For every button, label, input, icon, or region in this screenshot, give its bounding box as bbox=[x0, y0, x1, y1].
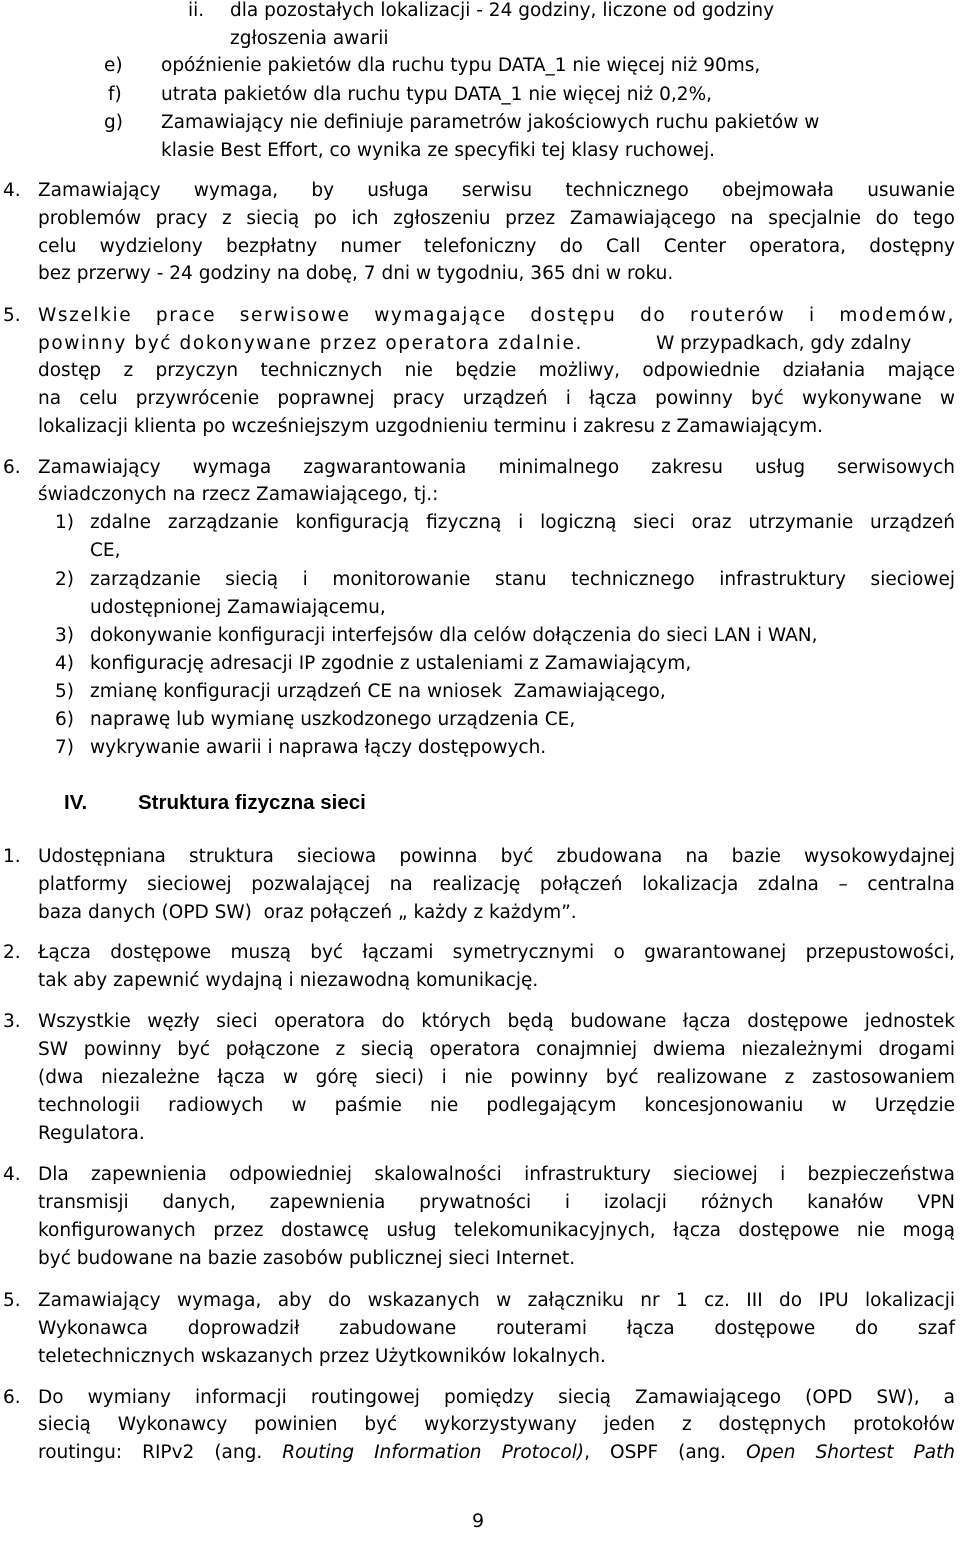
paragraph-line: Zamawiający wymaga, aby do wskazanych w załączniku nr 1 cz. III do IPU lokalizacji bbox=[38, 1290, 955, 1311]
paragraph-line: siecią Wykonawcy powinien być wykorzystywany jeden z dostępnych protokołów bbox=[38, 1414, 955, 1435]
service-item-text: zarządzanie siecią i monitorowanie stanu technicznego infrastruktury sieciowej bbox=[90, 569, 955, 590]
list-item-text: zgłoszenia awarii bbox=[230, 28, 389, 49]
paragraph-line: Regulatora. bbox=[38, 1123, 145, 1144]
service-marker: 6) bbox=[55, 709, 74, 730]
paragraph-line: (dwa niezależne łącza w górę sieci) i nie powinny być realizowane z zastosowaniem bbox=[38, 1067, 955, 1088]
paragraph-line-mixed bbox=[38, 1439, 955, 1467]
paragraph-line: technologii radiowych w paśmie nie podlegającym koncesjonowaniu w Urzędzie bbox=[38, 1095, 955, 1116]
paragraph-line: celu wydzielony bezpłatny numer telefoniczny do Call Center operatora, dostępny bbox=[38, 236, 955, 257]
list-item-text: opóźnienie pakietów dla ruchu typu DATA_1 nie więcej niż 90ms, bbox=[161, 55, 761, 76]
item-number: 5. bbox=[3, 1290, 21, 1311]
paragraph-line: powinny być dokonywane przez operatora zdalnie. bbox=[38, 333, 583, 354]
service-item-text: udostępnionej Zamawiającemu, bbox=[90, 597, 386, 618]
item-number: 4. bbox=[3, 1164, 21, 1185]
list-item-text: klasie Best Effort, co wynika ze specyfiki tej klasy ruchowej. bbox=[161, 140, 716, 161]
paragraph-line: Dla zapewnienia odpowiedniej skalowalności infrastruktury sieciowej i bezpieczeństwa bbox=[38, 1164, 955, 1185]
italic-run: Routing Information Protocol) bbox=[282, 1442, 585, 1463]
paragraph-line: W przypadkach, gdy zdalny bbox=[656, 333, 912, 354]
paragraph-line: Wykonawca doprowadził zabudowane routerami łącza dostępowe do szaf bbox=[38, 1318, 955, 1339]
text-run: , OSPF (ang. bbox=[584, 1442, 747, 1463]
service-marker: 4) bbox=[55, 653, 74, 674]
paragraph-line: problemów pracy z siecią po ich zgłoszeniu przez Zamawiającego na specjalnie do tego bbox=[38, 208, 955, 229]
service-item-text: zdalne zarządzanie konfiguracją fizyczną i logiczną sieci oraz utrzymanie urządzeń bbox=[90, 512, 955, 533]
paragraph-line: lokalizacji klienta po wcześniejszym uzgodnieniu terminu i zakresu z Zamawiającym. bbox=[38, 416, 824, 437]
paragraph-line: dostęp z przyczyn technicznych nie będzie możliwy, odpowiednie działania mające bbox=[38, 360, 955, 381]
list-marker-e: e) bbox=[104, 55, 123, 76]
paragraph-line: Zamawiający wymaga zagwarantowania minimalnego zakresu usług serwisowych bbox=[38, 457, 955, 478]
item-number: 5. bbox=[3, 305, 21, 326]
service-marker: 7) bbox=[55, 737, 74, 758]
paragraph-line: transmisji danych, zapewnienia prywatności i izolacji różnych kanałów VPN bbox=[38, 1192, 955, 1213]
paragraph-line: SW powinny być połączone z siecią operatora conajmniej dwiema niezależnymi drogami bbox=[38, 1039, 955, 1060]
paragraph-line: Do wymiany informacji routingowej pomiędzy siecią Zamawiającego (OPD SW), a bbox=[38, 1387, 955, 1408]
page-number: 9 bbox=[472, 1510, 485, 1532]
paragraph-line: Wszelkie prace serwisowe wymagające dostępu do routerów i modemów, bbox=[38, 305, 955, 326]
service-item-text: wykrywanie awarii i naprawa łączy dostępowych. bbox=[90, 737, 547, 758]
service-marker: 2) bbox=[55, 569, 74, 590]
paragraph-line: Łącza dostępowe muszą być łączami symetrycznymi o gwarantowanej przepustowości, bbox=[38, 942, 955, 963]
list-item-text: Zamawiający nie definiuje parametrów jakościowych ruchu pakietów w bbox=[161, 112, 820, 133]
paragraph-line: Zamawiający wymaga, by usługa serwisu technicznego obejmowała usuwanie bbox=[38, 180, 955, 201]
item-number: 4. bbox=[3, 180, 21, 201]
section-title: Struktura fizyczna sieci bbox=[138, 791, 366, 814]
list-marker-ii: ii. bbox=[188, 0, 205, 21]
paragraph-line: platformy sieciowej pozwalającej na realizację połączeń lokalizacja zdalna – centralna bbox=[38, 874, 955, 895]
item-number: 2. bbox=[3, 942, 21, 963]
text-run: routingu: RIPv2 (ang. bbox=[38, 1442, 283, 1463]
paragraph-line: teletechnicznych wskazanych przez Użytkowników lokalnych. bbox=[38, 1346, 606, 1367]
list-item-text: utrata pakietów dla ruchu typu DATA_1 nie więcej niż 0,2%, bbox=[161, 84, 713, 105]
service-item-text: dokonywanie konfiguracji interfejsów dla celów dołączenia do sieci LAN i WAN, bbox=[90, 625, 818, 646]
paragraph-line: baza danych (OPD SW) oraz połączeń „ każdy z każdym”. bbox=[38, 902, 577, 923]
italic-run: Open Shortest Path bbox=[746, 1442, 956, 1463]
paragraph-line: bez przerwy - 24 godziny na dobę, 7 dni w tygodniu, 365 dni w roku. bbox=[38, 263, 674, 284]
list-marker-f: f) bbox=[108, 84, 122, 105]
paragraph-line: Wszystkie węzły sieci operatora do których będą budowane łącza dostępowe jednostek bbox=[38, 1011, 955, 1032]
list-marker-g: g) bbox=[104, 112, 123, 133]
service-item-text: naprawę lub wymianę uszkodzonego urządzenia CE, bbox=[90, 709, 576, 730]
item-number: 1. bbox=[3, 846, 21, 867]
paragraph-line: świadczonych na rzecz Zamawiającego, tj.: bbox=[38, 484, 439, 505]
item-number: 3. bbox=[3, 1011, 21, 1032]
item-number: 6. bbox=[3, 1387, 21, 1408]
paragraph-line: konfigurowanych przez dostawcę usług telekomunikacyjnych, łącza dostępowe nie mogą bbox=[38, 1220, 955, 1241]
paragraph-line: Udostępniana struktura sieciowa powinna być zbudowana na bazie wysokowydajnej bbox=[38, 846, 955, 867]
service-item-text: zmianę konfiguracji urządzeń CE na wniosek Zamawiającego, bbox=[90, 681, 666, 702]
service-marker: 1) bbox=[55, 512, 74, 533]
paragraph-line: tak aby zapewnić wydajną i niezawodną komunikację. bbox=[38, 970, 539, 991]
paragraph-line: na celu przywrócenie poprawnej pracy urządzeń i łącza powinny być wykonywane w bbox=[38, 388, 955, 409]
service-item-text: konfigurację adresacji IP zgodnie z ustaleniami z Zamawiającym, bbox=[90, 653, 692, 674]
service-marker: 5) bbox=[55, 681, 74, 702]
section-numeral: IV. bbox=[64, 791, 88, 814]
paragraph-line: być budowane na bazie zasobów publicznej sieci Internet. bbox=[38, 1248, 576, 1269]
service-marker: 3) bbox=[55, 625, 74, 646]
service-item-text: CE, bbox=[90, 540, 121, 561]
list-item-text: dla pozostałych lokalizacji - 24 godziny, liczone od godziny bbox=[230, 0, 775, 21]
item-number: 6. bbox=[3, 457, 21, 478]
